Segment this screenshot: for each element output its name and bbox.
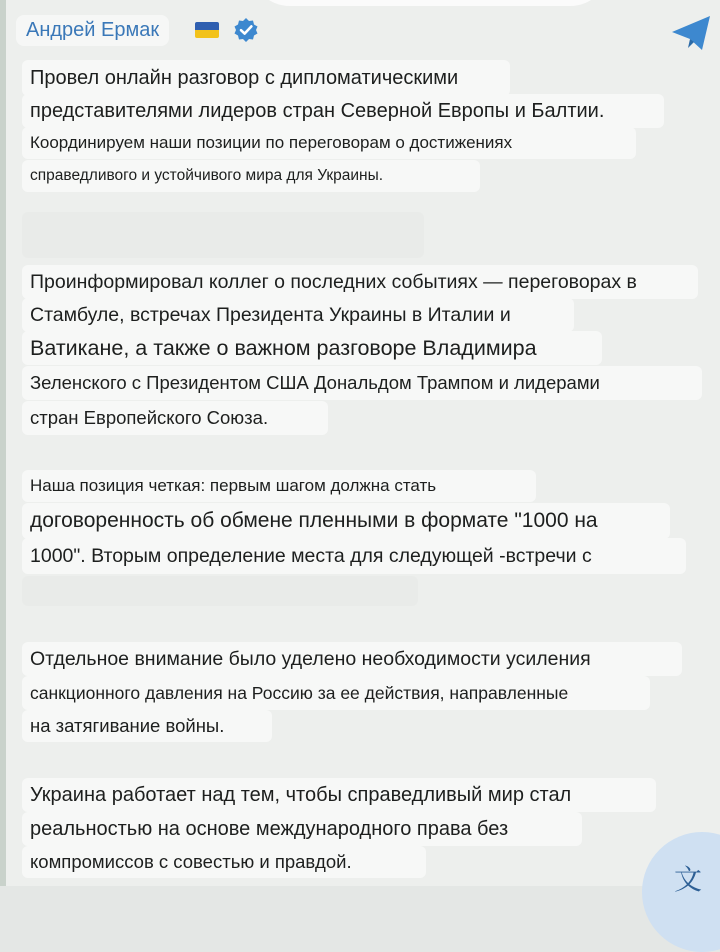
post-text-line: Ватикане, а также о важном разговоре Владимира (22, 331, 602, 365)
post-header (16, 12, 259, 48)
ukraine-flag-icon (195, 22, 219, 38)
post-text-line: Стамбуле, встречах Президента Украины в Италии и (22, 298, 574, 332)
post-text-line: представителями лидеров стран Северной Европы и Балтии. (22, 94, 664, 128)
post-text-line: 1000". Вторым определение места для следующей -встречи с (22, 538, 686, 574)
share-icon[interactable] (668, 10, 714, 56)
translate-icon: 文 (674, 864, 703, 895)
post-text-line: Отдельное внимание было уделено необходимости усиления (22, 642, 682, 676)
post-text-line: договоренность об обмене пленными в формате "1000 на (22, 503, 670, 539)
post-text-line: Наша позиция четкая: первым шагом должна стать (22, 470, 536, 502)
top-pill (250, 0, 610, 6)
post-text-line: Украина работает над тем, чтобы справедливый мир стал (22, 778, 656, 812)
empty-line (22, 212, 424, 258)
post-text-line: Провел онлайн разговор с дипломатическими (22, 60, 510, 96)
post-text-line: санкционного давления на Россию за ее действия, направленные (22, 676, 650, 710)
empty-line (22, 576, 418, 606)
author-name[interactable]: Андрей Ермак (16, 15, 169, 46)
post-text-line: стран Европейского Союза. (22, 401, 328, 435)
post-text-line: на затягивание войны. (22, 710, 272, 742)
post-text-line: Проинформировал коллег о последних событиях — переговорах в (22, 265, 698, 299)
post-text-line: реальностью на основе международного права без (22, 812, 582, 846)
post-text-line: Зеленского с Президентом США Дональдом Трампом и лидерами (22, 366, 702, 400)
post-text-line: компромиссов с совестью и правдой. (22, 846, 426, 878)
post-text-line: Координируем наши позиции по переговорам о достижениях (22, 127, 636, 159)
post-text-line: справедливого и устойчивого мира для Украины. (22, 160, 480, 192)
verified-badge-icon (233, 17, 259, 43)
